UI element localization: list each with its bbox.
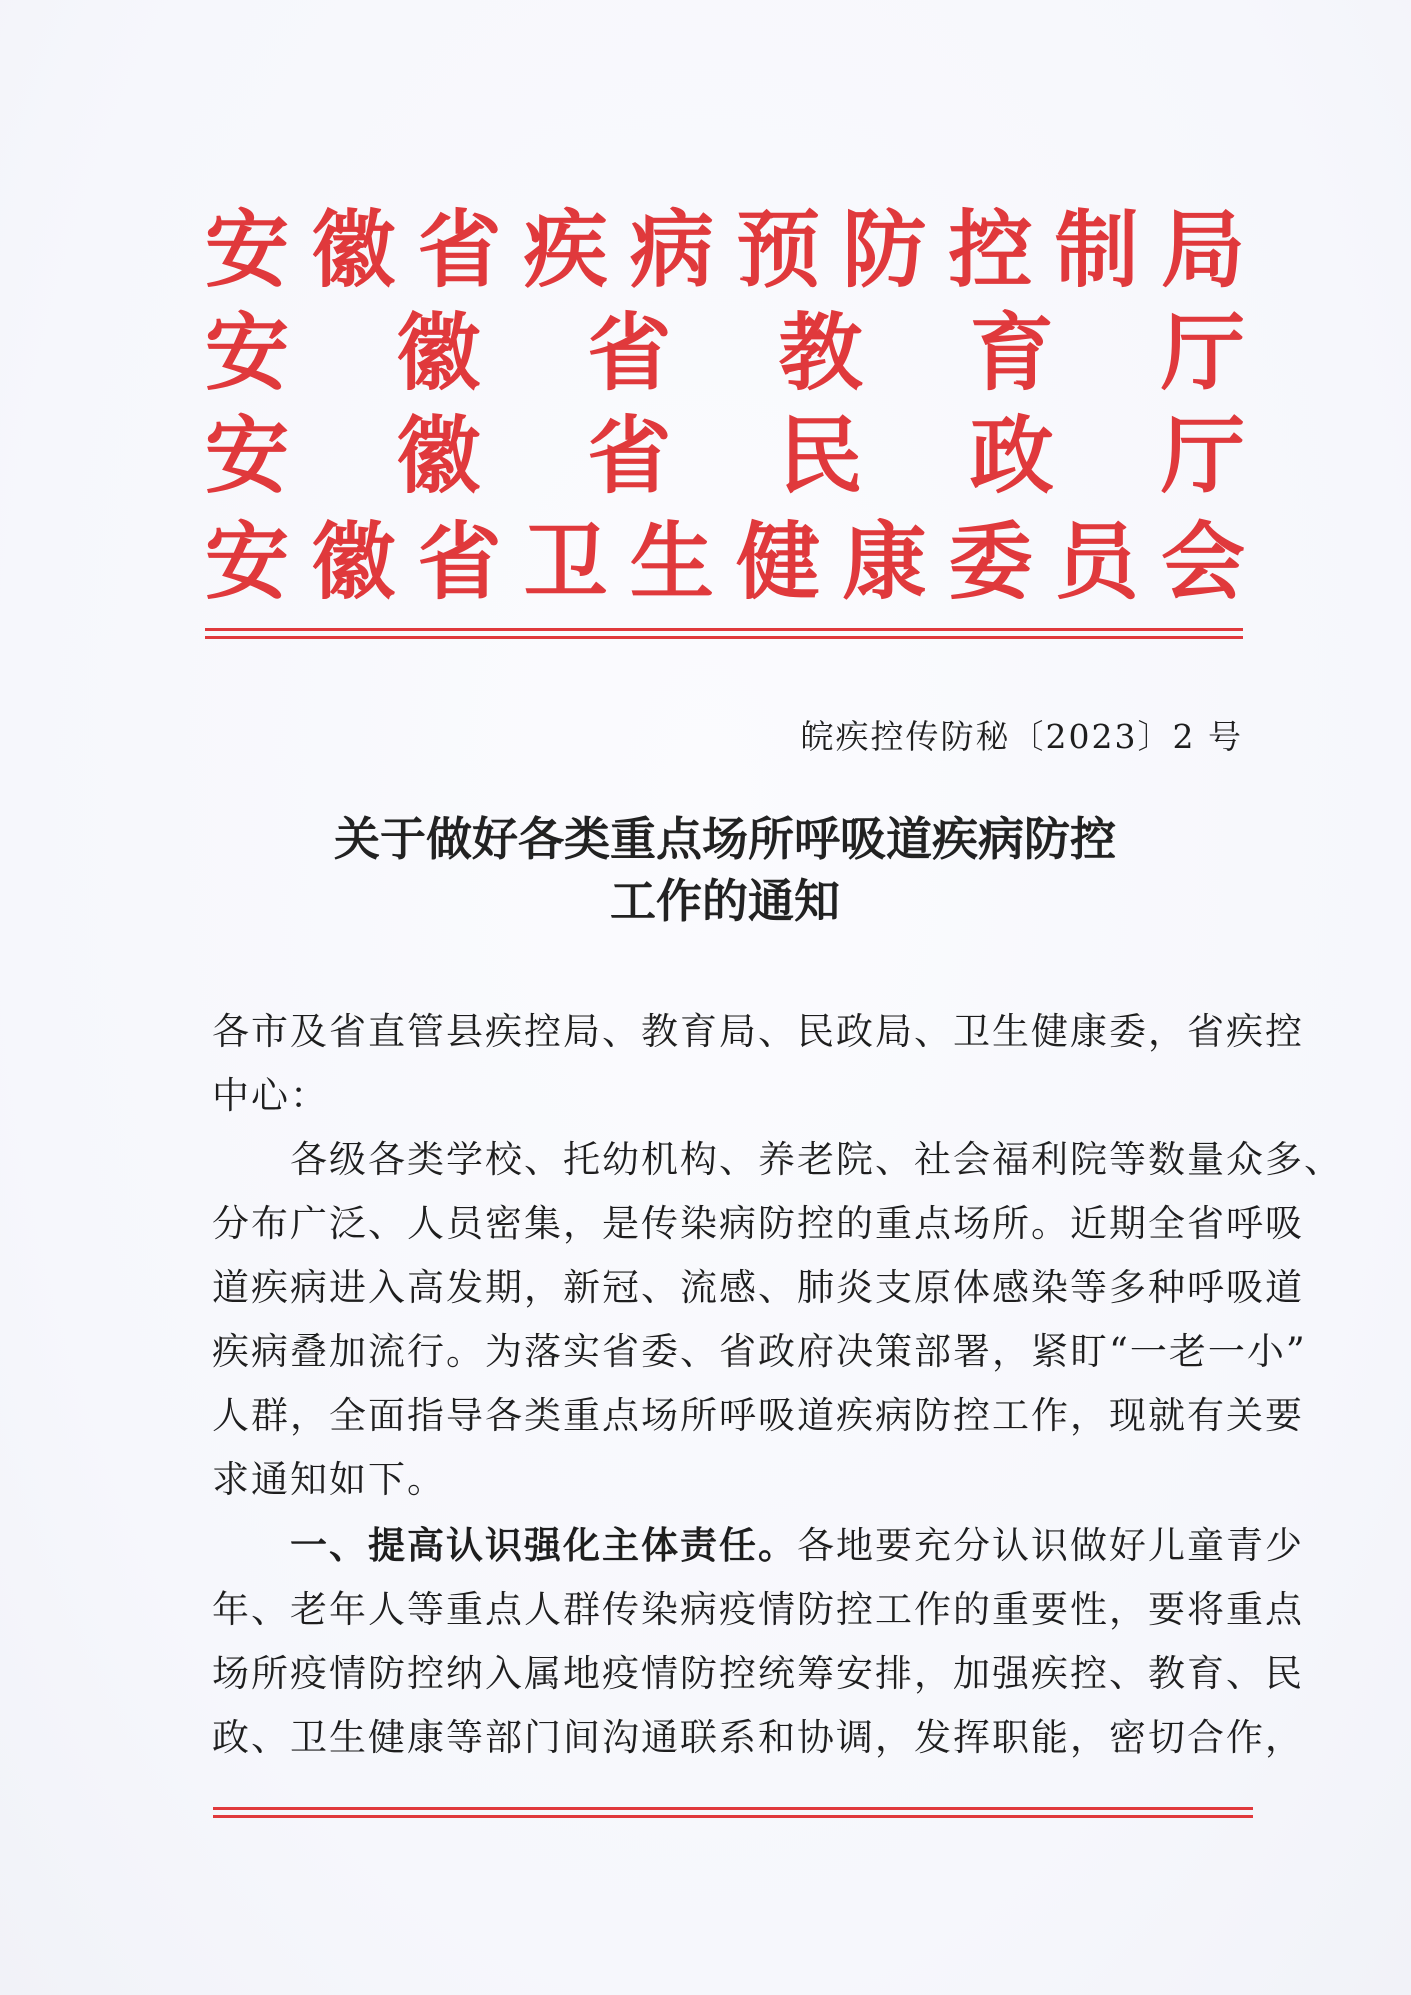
issuer-char: 厅 [1160,406,1245,505]
recipients-line: 中心： [212,1074,329,1117]
issuer-char: 员 [1054,512,1139,611]
issuer-char: 控 [948,200,1033,299]
issuer-char: 徽 [311,512,396,611]
issuer-char: 疾 [523,200,608,299]
issuer-char: 省 [417,512,502,611]
issuer-char: 委 [948,512,1033,611]
footer-red-rule [213,1807,1253,1810]
issuer-char: 安 [205,303,290,402]
section-heading-rest: 各地要充分认识做好儿童青少 [797,1524,1304,1567]
paragraph-line: 疾病叠加流行。为落实省委、省政府决策部署，紧盯“一老一小” [212,1330,1307,1373]
issuer-char: 卫 [523,512,608,611]
header-red-rule [205,628,1243,631]
paragraph-line: 年、老年人等重点人群传染病疫情防控工作的重要性，要将重点 [212,1588,1304,1631]
paragraph-line: 分布广泛、人员密集，是传染病防控的重点场所。近期全省呼吸 [212,1202,1304,1245]
document-number: 皖疾控传防秘〔2023〕2 号 [800,717,1243,756]
issuer-line-disease-control-bureau [205,200,1245,300]
issuer-char: 安 [205,200,290,299]
issuer-char: 省 [417,200,502,299]
issuer-char: 防 [842,200,927,299]
recipients-line: 各市及省直管县疾控局、教育局、民政局、卫生健康委，省疾控 [212,1010,1304,1053]
issuer-line-education-dept [205,303,1245,403]
paragraph-line: 人群，全面指导各类重点场所呼吸道疾病防控工作，现就有关要 [212,1394,1304,1437]
issuer-char: 会 [1160,512,1245,611]
issuer-char: 安 [205,512,290,611]
issuer-char: 预 [736,200,821,299]
issuer-char: 安 [205,406,290,505]
issuer-char: 教 [778,303,863,402]
issuer-line-civil-affairs-dept [205,406,1245,506]
paragraph-section-one [212,1514,1304,1770]
issuer-char: 局 [1160,200,1245,299]
issuer-char: 制 [1054,200,1139,299]
header-red-rule [205,636,1243,639]
issuer-char: 徽 [396,303,481,402]
issuer-char: 康 [842,512,927,611]
issuer-char: 病 [629,200,714,299]
issuer-char: 育 [969,303,1054,402]
document-title-line: 工作的通知 [610,874,840,928]
paragraph-intro [212,1128,1343,1512]
issuer-char: 政 [969,406,1054,505]
paragraph-line: 场所疫情防控纳入属地疫情防控统筹安排，加强疾控、教育、民 [212,1652,1304,1695]
issuer-char: 省 [587,303,672,402]
paragraph-line [212,1514,1304,1578]
document-title [205,808,1245,932]
issuer-char: 省 [587,406,672,505]
issuer-char: 健 [736,512,821,611]
paragraph-line: 求通知如下。 [212,1458,446,1501]
paragraph-line: 道疾病进入高发期，新冠、流感、肺炎支原体感染等多种呼吸道 [212,1266,1304,1309]
paragraph-line: 各级各类学校、托幼机构、养老院、社会福利院等数量众多、 [212,1138,1343,1181]
paragraph-line: 政、卫生健康等部门间沟通联系和协调，发挥职能，密切合作， [212,1716,1304,1759]
issuer-char: 生 [629,512,714,611]
issuer-line-health-commission [205,512,1245,612]
footer-red-rule [213,1815,1253,1818]
section-heading: 一、提高认识强化主体责任。 [212,1524,797,1567]
issuer-char: 徽 [396,406,481,505]
issuer-char: 徽 [311,200,396,299]
issuer-char: 厅 [1160,303,1245,402]
issuer-char: 民 [778,406,863,505]
document-title-line: 关于做好各类重点场所呼吸道疾病防控 [334,812,1116,866]
recipients-block [212,1000,1304,1128]
